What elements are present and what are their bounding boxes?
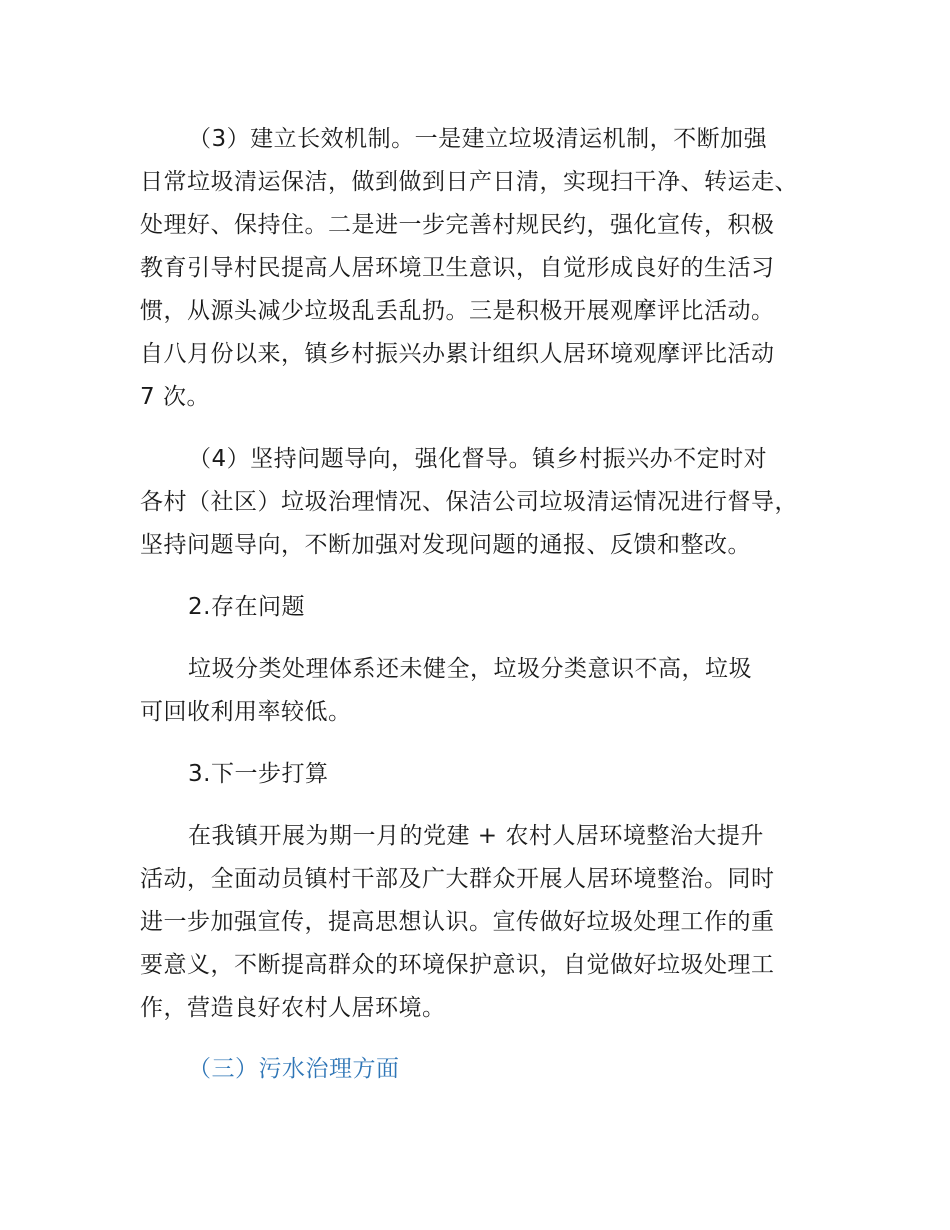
paragraph-long-term-mechanism bbox=[140, 118, 840, 419]
paragraph-line: 日常垃圾清运保洁，做到做到日产日清，实现扫干净、转运走、 bbox=[140, 169, 798, 195]
heading-existing-problems bbox=[140, 586, 840, 629]
paragraph-problem-oriented bbox=[140, 438, 840, 567]
paragraph-line: 惯，从源头减少垃圾乱丢乱扔。三是积极开展观摩评比活动。 bbox=[140, 298, 775, 324]
paragraph-line: 处理好、保持住。二是进一步完善村规民约，强化宣传，积极 bbox=[140, 212, 775, 238]
section-heading: 3.下一步打算 bbox=[188, 761, 329, 787]
paragraph-line: 垃圾分类处理体系还未健全，垃圾分类意识不高，垃圾 bbox=[188, 656, 752, 682]
paragraph-line: 进一步加强宣传，提高思想认识。宣传做好垃圾处理工作的重 bbox=[140, 909, 775, 935]
paragraph-line: 自八月份以来，镇乡村振兴办累计组织人居环境观摩评比活动 bbox=[140, 341, 775, 367]
paragraph-line: 作，营造良好农村人居环境。 bbox=[140, 995, 446, 1021]
section-heading-blue: （三）污水治理方面 bbox=[188, 1056, 400, 1082]
paragraph-line: 要意义，不断提高群众的环境保护意识，自觉做好垃圾处理工 bbox=[140, 952, 775, 978]
paragraph-line: 活动，全面动员镇村干部及广大群众开展人居环境整治。同时 bbox=[140, 866, 775, 892]
paragraph-line: 教育引导村民提高人居环境卫生意识，自觉形成良好的生活习 bbox=[140, 255, 775, 281]
paragraph-line: 各村（社区）垃圾治理情况、保洁公司垃圾清运情况进行督导， bbox=[140, 489, 798, 515]
paragraph-line: 坚持问题导向，不断加强对发现问题的通报、反馈和整改。 bbox=[140, 532, 751, 558]
paragraph-next-steps-detail bbox=[140, 815, 840, 1030]
heading-sewage-treatment bbox=[140, 1048, 840, 1091]
section-heading: 2.存在问题 bbox=[188, 594, 305, 620]
paragraph-line: 7 次。 bbox=[140, 384, 210, 410]
paragraph-line: （3）建立长效机制。一是建立垃圾清运机制，不断加强 bbox=[188, 126, 768, 152]
heading-next-steps bbox=[140, 753, 840, 796]
paragraph-line: 在我镇开展为期一月的党建 + 农村人居环境整治大提升 bbox=[188, 823, 764, 849]
paragraph-line: （4）坚持问题导向，强化督导。镇乡村振兴办不定时对 bbox=[188, 446, 768, 472]
paragraph-problems-detail bbox=[140, 648, 840, 734]
paragraph-line: 可回收利用率较低。 bbox=[140, 699, 352, 725]
